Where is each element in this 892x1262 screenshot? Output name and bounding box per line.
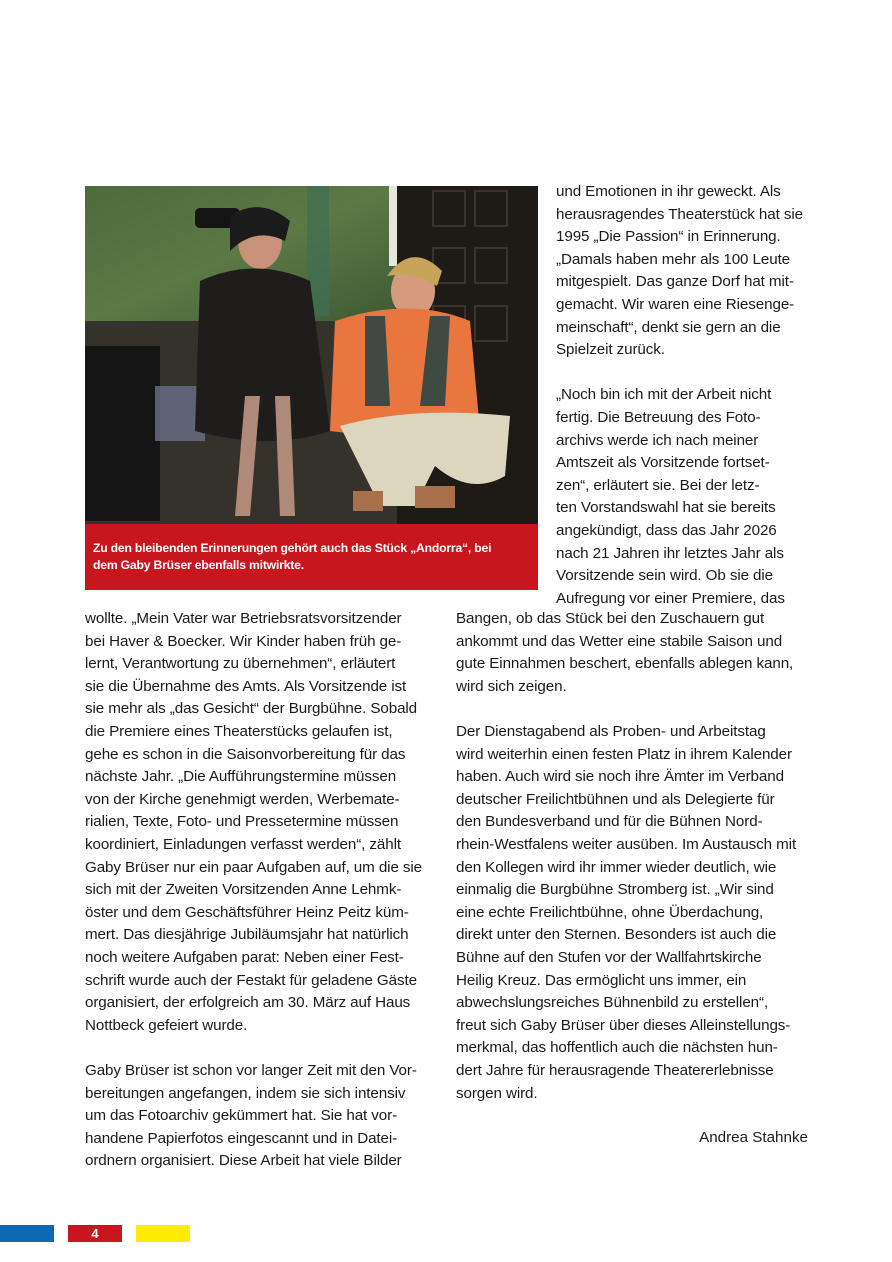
text-line: direkt unter den Sternen. Besonders ist auch die bbox=[456, 926, 777, 944]
text-line: „Damals haben mehr als 100 Leute bbox=[556, 250, 791, 268]
text-line: rialien, Texte, Foto- und Pressetermine müssen bbox=[85, 813, 399, 831]
text-line: bei Haver & Boecker. Wir Kinder haben früh ge- bbox=[85, 632, 402, 650]
text-line: wollte. „Mein Vater war Betriebsratsvorsitzender bbox=[85, 610, 402, 627]
text-line: herausragendes Theaterstück hat sie bbox=[556, 205, 803, 223]
text-line: angekündigt, dass das Jahr 2026 bbox=[556, 522, 777, 539]
text-line: wird weiterhin einen festen Platz in ihrem Kalender bbox=[456, 745, 792, 763]
text-line: nach 21 Jahren ihr letztes Jahr als bbox=[556, 544, 784, 562]
text-line: ordnern organisiert. Diese Arbeit hat viele Bilder bbox=[85, 1152, 402, 1170]
text-line: Bangen, ob das Stück bei den Zuschauern gut bbox=[456, 610, 765, 627]
text-line: den Kollegen wird ihr immer wieder deutlich, wie bbox=[456, 858, 777, 876]
text-line: noch weitere Aufgaben parat: Neben einer Fest- bbox=[85, 949, 404, 966]
footer-blue-bar bbox=[0, 1225, 54, 1242]
text-line: Spielzeit zurück. bbox=[556, 341, 665, 359]
theater-photo bbox=[85, 186, 538, 527]
text-line: und Emotionen in ihr geweckt. Als bbox=[556, 183, 781, 200]
text-line: zen“, erläutert sie. Bei der letz- bbox=[556, 476, 760, 494]
text-line: gute Einnahmen beschert, ebenfalls ablegen kann, bbox=[456, 655, 794, 673]
footer-yellow-bar bbox=[136, 1225, 190, 1242]
text-line: mitgespielt. Das ganze Dorf hat mit- bbox=[556, 273, 794, 291]
text-line: abwechslungsreiches Bühnenbild zu erstellen“, bbox=[456, 994, 769, 1012]
text-line: fertig. Die Betreuung des Foto- bbox=[556, 409, 761, 426]
text-line: wird sich zeigen. bbox=[456, 677, 567, 695]
text-line: sorgen wird. bbox=[456, 1084, 538, 1102]
text-line: eine echte Freilichtbühne, ohne Überdachung, bbox=[456, 903, 764, 921]
text-line: deutscher Freilichtbühnen und als Delegierte für bbox=[456, 790, 775, 808]
caption-line: dem Gaby Brüser ebenfalls mitwirkte. bbox=[93, 558, 304, 572]
text-line: handene Papierfotos eingescannt und in Datei- bbox=[85, 1129, 398, 1147]
caption-line: Zu den bleibenden Erinnerungen gehört auch das Stück „Andorra“, bei bbox=[93, 541, 492, 555]
text-line: dert Jahre für herausragende Theatererlebnisse bbox=[456, 1062, 774, 1079]
author-name: Andrea Stahnke bbox=[699, 1129, 808, 1146]
text-line: um das Fotoarchiv gekümmert hat. Sie hat vor- bbox=[85, 1107, 398, 1125]
text-line: gemacht. Wir waren eine Riesenge- bbox=[556, 296, 795, 313]
text-line: öster und dem Geschäftsführer Heinz Peitz küm- bbox=[85, 903, 409, 921]
text-line: koordiniert, Einladungen verfasst werden“, zählt bbox=[85, 836, 401, 853]
text-line: bereitungen angefangen, indem sie sich intensiv bbox=[85, 1084, 406, 1102]
text-line: haben. Auch wird sie noch ihre Ämter im Verband bbox=[456, 768, 784, 786]
page-number: 4 bbox=[68, 1225, 122, 1242]
text-line: einmalig die Burgbühne Stromberg ist. „Wir sind bbox=[456, 881, 774, 899]
photo-caption bbox=[85, 527, 538, 590]
text-line: organisiert, der erfolgreich am 30. März auf Haus bbox=[85, 994, 411, 1012]
photo-illustration bbox=[85, 186, 538, 527]
text-line: die Premiere eines Theaterstücks gelaufen ist, bbox=[85, 723, 393, 740]
text-line: sie die Übernahme des Amts. Als Vorsitzende ist bbox=[85, 677, 407, 695]
text-line: Bühne auf den Stufen vor der Wallfahrtskirche bbox=[456, 949, 762, 966]
text-line: Gaby Brüser ist schon vor langer Zeit mit den Vor- bbox=[85, 1062, 417, 1079]
text-line: sie mehr als „das Gesicht“ der Burgbühne. Sobald bbox=[85, 700, 418, 718]
text-line: freut sich Gaby Brüser über dieses Alleinstellungs- bbox=[456, 1016, 791, 1034]
text-line: merkmal, das hoffentlich auch die nächsten hun- bbox=[456, 1039, 778, 1057]
text-line: Heilig Kreuz. Das ermöglicht uns immer, ein bbox=[456, 971, 747, 989]
text-line: „Noch bin ich mit der Arbeit nicht bbox=[556, 386, 772, 404]
text-line: schrift wurde auch der Festakt für geladene Gäste bbox=[85, 971, 417, 989]
text-line: den Bundesverband und für die Bühnen Nord- bbox=[456, 813, 763, 831]
text-line: Nottbeck gefeiert wurde. bbox=[85, 1016, 248, 1034]
text-line: Aufregung vor einer Premiere, das bbox=[556, 589, 785, 607]
text-line: Amtszeit als Vorsitzende fortset- bbox=[556, 454, 770, 472]
text-line: lernt, Verantwortung zu übernehmen“, erläutert bbox=[85, 655, 396, 673]
text-line: von der Kirche genehmigt werden, Werbemate- bbox=[85, 790, 400, 808]
text-line: Gaby Brüser nur ein paar Aufgaben auf, um die sie bbox=[85, 858, 423, 876]
text-line: mert. Das diesjährige Jubiläumsjahr hat natürlich bbox=[85, 926, 409, 944]
text-line: rhein-Westfalens weiter ausüben. Im Austausch mit bbox=[456, 836, 797, 853]
text-line: meinschaft“, denkt sie gern an die bbox=[556, 318, 781, 336]
text-line: nächste Jahr. „Die Aufführungstermine müssen bbox=[85, 768, 397, 786]
text-line: gehe es schon in die Saisonvorbereitung für das bbox=[85, 745, 406, 763]
text-line: archivs werde ich nach meiner bbox=[556, 431, 759, 449]
text-line: Vorsitzende sein wird. Ob sie die bbox=[556, 567, 774, 585]
text-line: ten Vorstandswahl hat sie bereits bbox=[556, 499, 776, 517]
text-line: ankommt und das Wetter eine stabile Saison und bbox=[456, 632, 783, 650]
text-line: sich mit der Zweiten Vorsitzenden Anne Lehmk- bbox=[85, 881, 402, 899]
text-line: 1995 „Die Passion“ in Erinnerung. bbox=[556, 228, 781, 246]
text-line: Der Dienstagabend als Proben- und Arbeitstag bbox=[456, 723, 766, 740]
